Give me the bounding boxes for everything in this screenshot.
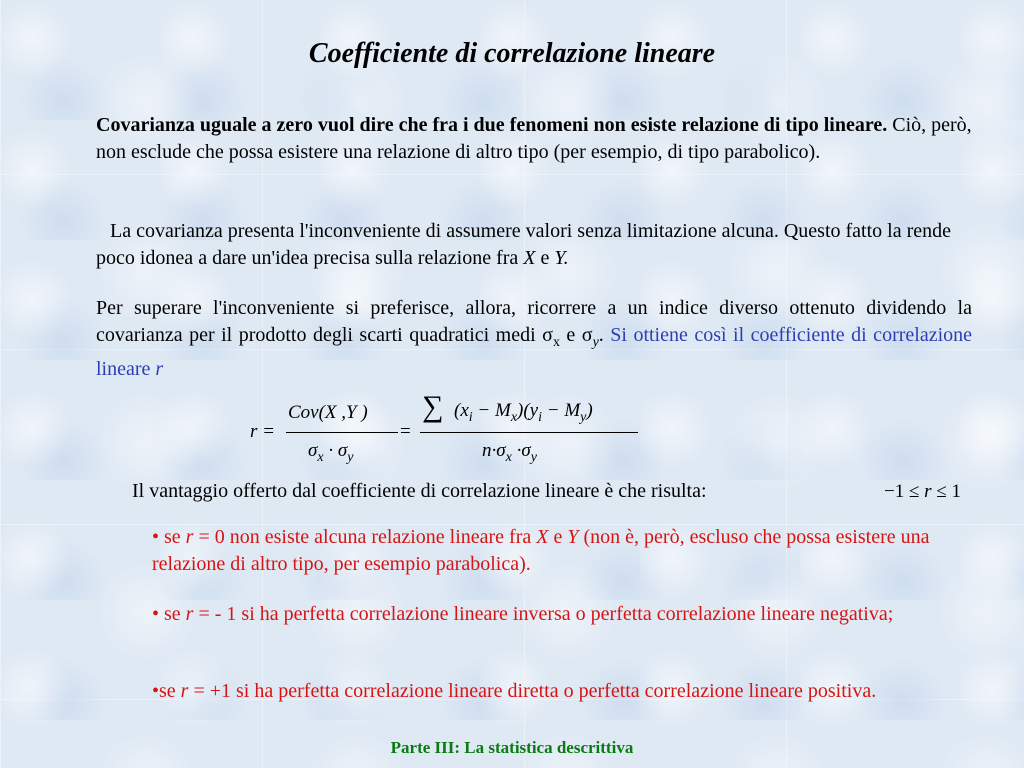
bullet-marker: • se [152, 526, 186, 548]
paragraph-correlation-index [96, 295, 972, 383]
paragraph-bold-lead: Covarianza uguale a zero vuol dire che fra i due fenomeni non esiste relazione di tipo lineare. [96, 114, 888, 136]
subscript-i: i [468, 409, 473, 425]
bullet-text: (non è, però, escluso che possa esistere una relazione di altro tipo, per esempio parabolica). [152, 526, 930, 575]
correlation-formula [250, 392, 650, 474]
paragraph-text-mid: e σ [559, 324, 593, 346]
term: ·σ [511, 440, 531, 461]
paragraph-covariance-limit [96, 218, 972, 272]
var-r: r [185, 526, 194, 548]
paragraph-end: . [598, 324, 604, 346]
bullet-r-zero [152, 524, 972, 578]
highlight-text: Si ottiene così il coefficiente di correlazione lineare [96, 324, 973, 380]
formula-denominator-2 [482, 440, 537, 466]
var-y: Y. [554, 247, 569, 269]
term: n·σ [482, 440, 506, 461]
subscript-y: y [347, 449, 354, 465]
subscript-y: y [592, 335, 599, 350]
bullet-r-minus-one [152, 601, 972, 628]
paragraph-covariance-zero [96, 112, 972, 166]
formula-equals: = [400, 421, 411, 442]
formula-denominator-1 [308, 440, 353, 466]
slide-footer: Parte III: La statistica descrittiva [390, 738, 634, 757]
paragraph-text: Ciò, però, non esclude che possa esistere una relazione di altro tipo (per esempio, di tipo parabolico). [96, 114, 972, 163]
subscript-x: x [317, 449, 324, 465]
subscript-y: y [580, 409, 587, 425]
subscript-i: i [538, 409, 543, 425]
term: ) [586, 400, 593, 421]
sum-symbol: ∑ [422, 390, 444, 423]
subscript-x: x [510, 409, 518, 425]
fraction-bar-1 [286, 432, 398, 433]
bullet-marker: • se [152, 603, 186, 625]
inequality-right: ≤ 1 [931, 481, 961, 502]
slide-title: Coefficiente di correlazione lineare [308, 38, 716, 69]
paragraph-text: La covarianza presenta l'inconveniente di assumere valori senza limitazione alcuna. Questo fatto la rende poco idonea a dare un'idea precisa sulla relazione fra [96, 220, 952, 269]
subscript-y: y [530, 449, 537, 465]
conjunction: e [548, 526, 568, 548]
term: )(y [517, 400, 539, 421]
bullet-text: = - 1 si ha perfetta correlazione lineare inversa o perfetta correlazione lineare negativa; [193, 603, 894, 625]
bullet-r-plus-one [152, 678, 972, 705]
sigma: · σ [323, 440, 348, 461]
term: − M [472, 400, 511, 421]
var-x: X [536, 526, 549, 548]
bullet-marker: •se [152, 680, 181, 702]
term: (x [454, 400, 469, 421]
var-r: r [185, 603, 194, 625]
var-r: r [924, 481, 932, 502]
subscript-x: x [505, 449, 512, 465]
bullet-text: = +1 si ha perfetta correlazione lineare diretta o perfetta correlazione lineare positiva. [188, 680, 877, 702]
inequality-formula [884, 481, 961, 503]
bullet-text: = 0 non esiste alcuna relazione lineare fra [193, 526, 537, 548]
sigma: σ [308, 440, 318, 461]
var-r: r [180, 680, 189, 702]
advantage-sentence: Il vantaggio offerto dal coefficiente di correlazione lineare è che risulta: [132, 480, 707, 502]
formula-numerator-cov: Cov(X ,Y ) [288, 402, 368, 423]
formula-numerator-2 [454, 400, 593, 426]
subscript-x: x [552, 335, 560, 350]
var-r: r [155, 358, 164, 380]
fraction-bar-2 [420, 432, 638, 433]
inequality-left: −1 ≤ [884, 481, 925, 502]
conjunction: e [535, 247, 555, 269]
paragraph-text: Per superare l'inconveniente si preferisce, allora, ricorrere a un indice diverso ottenuto dividendo la covarianza per il prodotto degli scarti quadratici medi σ [96, 297, 972, 346]
term: − M [542, 400, 581, 421]
formula-lhs: r = [250, 421, 275, 442]
var-x: X [523, 247, 536, 269]
var-y: Y [567, 526, 579, 548]
